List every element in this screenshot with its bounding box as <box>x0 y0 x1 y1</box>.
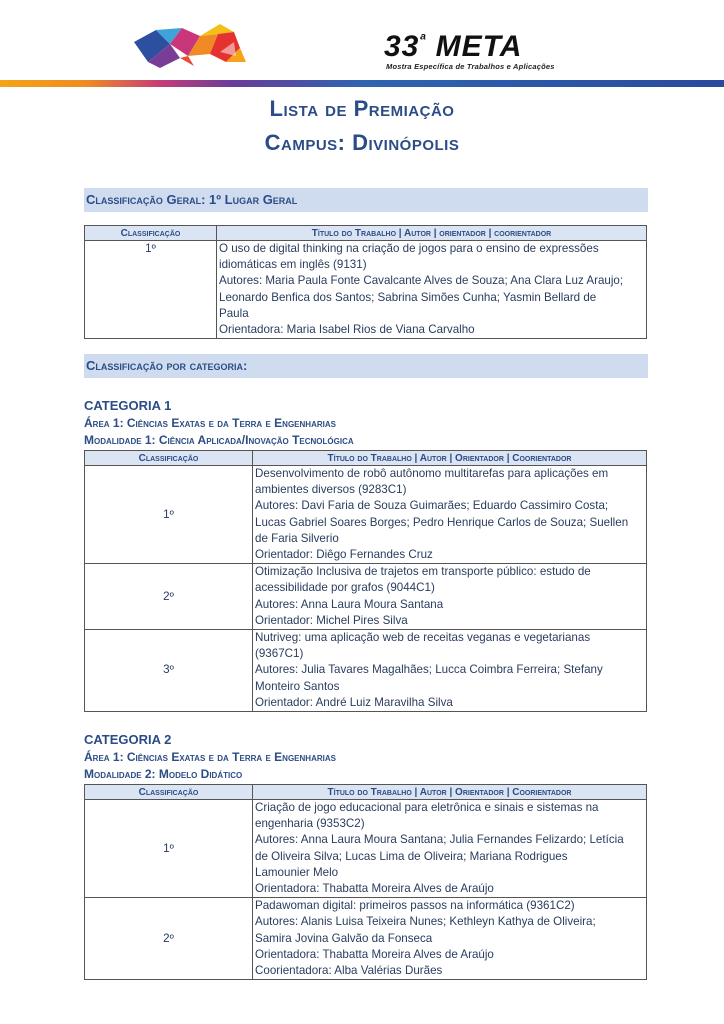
rank-cell: 2º <box>85 564 253 630</box>
general-table <box>84 225 647 339</box>
work-info-cell <box>253 630 647 712</box>
work-coadvisor: Coorientadora: Alba Valérias Durães <box>255 964 443 978</box>
area-heading: Área 1: Ciências Exatas e da Terra e Engenharias <box>84 416 336 430</box>
work-title: (9367C1) <box>255 647 304 661</box>
work-authors: Samira Jovina Galvão da Fonseca <box>255 931 433 945</box>
work-advisor: Orientador: Diêgo Fernandes Cruz <box>255 548 433 562</box>
column-header-rank: Classificação <box>85 226 217 241</box>
work-info-cell <box>253 564 647 630</box>
work-advisor: Orientadora: Maria Isabel Rios de Viana Carvalho <box>219 323 475 337</box>
column-header-info: Título do Trabalho | Autor | Orientador | Coorientador <box>253 785 647 800</box>
work-info-cell <box>253 466 647 564</box>
work-advisor: Orientador: Michel Pires Silva <box>255 613 408 627</box>
page-title: Lista de Premiação <box>269 96 455 121</box>
table-header-row <box>85 785 647 800</box>
rank-cell: 1º <box>85 466 253 564</box>
work-info-cell <box>253 800 647 898</box>
header-color-bar <box>0 80 724 87</box>
general-classification-banner: Classificação Geral: 1º Lugar Geral <box>84 188 648 212</box>
work-authors: Autores: Maria Paula Fonte Cavalcante Alves de Souza; Ana Clara Luz Araujo; <box>219 274 624 288</box>
event-title: $33^ª$ META <box>384 30 523 63</box>
modality-heading: Modalidade 1: Ciência Aplicada/Inovação Tecnológica <box>84 433 354 447</box>
work-title: ambientes diversos (9283C1) <box>255 483 407 497</box>
work-authors: de Faria Silverio <box>255 531 339 545</box>
category-heading: CATEGORIA 2 <box>84 732 172 747</box>
work-authors: Autores: Julia Tavares Magalhães; Lucca Coimbra Ferreira; Stefany <box>255 663 603 677</box>
rank-cell: 1º <box>85 241 217 339</box>
work-title: idiomáticas em inglês (9131) <box>219 258 367 272</box>
work-authors: Autores: Alanis Luisa Teixeira Nunes; Kethleyn Kathya de Oliveira; <box>255 915 596 929</box>
work-advisor: Orientadora: Thabatta Moreira Alves de Araújo <box>255 947 494 961</box>
work-title: Otimização Inclusiva de trajetos em transporte público: estudo de <box>255 565 591 579</box>
work-authors: Monteiro Santos <box>255 679 340 693</box>
work-title: O uso de digital thinking na criação de jogos para o ensino de expressões <box>219 242 599 255</box>
work-authors: Paula <box>219 306 249 320</box>
table-header-row <box>85 451 647 466</box>
table-row <box>85 466 647 564</box>
work-authors: de Oliveira Silva; Lucas Lima de Oliveira; Mariana Rodrigues <box>255 849 568 863</box>
event-subtitle: Mostra Específica de Trabalhos e Aplicações <box>386 62 555 71</box>
modality-heading: Modalidade 2: Modelo Didático <box>84 767 243 781</box>
work-title: acessibilidade por grafos (9044C1) <box>255 581 435 595</box>
work-info-cell <box>217 241 647 339</box>
work-authors: Autores: Anna Laura Moura Santana <box>255 597 444 611</box>
table-row <box>85 630 647 712</box>
column-header-info: Título do Trabalho | Autor | orientador | coorientador <box>217 226 647 241</box>
area-heading: Área 1: Ciências Exatas e da Terra e Engenharias <box>84 750 336 764</box>
work-title: Nutriveg: uma aplicação web de receitas veganas e vegetarianas <box>255 631 591 645</box>
work-authors: Lucas Gabriel Soares Borges; Pedro Henrique Carlos de Souza; Suellen <box>255 515 629 529</box>
campus-title: Campus: Divinópolis <box>264 130 460 155</box>
column-header-rank: Classificação <box>85 785 253 800</box>
work-authors: Autores: Davi Faria de Souza Guimarães; Eduardo Cassimiro Costa; <box>255 499 609 513</box>
table-header-row <box>85 226 647 241</box>
work-authors: Leonardo Benfica dos Santos; Sabrina Simões Cunha; Yasmin Bellard de <box>219 290 597 304</box>
rank-cell: 2º <box>85 898 253 980</box>
table-row <box>85 241 647 339</box>
work-title: Desenvolvimento de robô autônomo multitarefas para aplicações em <box>255 467 609 480</box>
table-row <box>85 898 647 980</box>
work-advisor: Orientador: André Luiz Maravilha Silva <box>255 695 453 709</box>
work-authors: Lamounier Melo <box>255 865 339 879</box>
category-heading: CATEGORIA 1 <box>84 398 172 413</box>
rank-cell: 3º <box>85 630 253 712</box>
table-row <box>85 800 647 898</box>
work-title: Padawoman digital: primeiros passos na informática (9361C2) <box>255 899 575 913</box>
category-classification-banner: Classificação por categoria: <box>84 354 648 378</box>
work-info-cell <box>253 898 647 980</box>
column-header-rank: Classificação <box>85 451 253 466</box>
work-advisor: Orientadora: Thabatta Moreira Alves de Araújo <box>255 882 494 896</box>
column-header-info: Título do Trabalho | Autor | Orientador | Coorientador <box>253 451 647 466</box>
work-title: Criação de jogo educacional para eletrônica e sinais e sistemas na <box>255 801 599 814</box>
table-row <box>85 564 647 630</box>
rank-cell: 1º <box>85 800 253 898</box>
event-logo-icon <box>130 22 248 70</box>
category-2-table <box>84 784 647 980</box>
work-authors: Autores: Anna Laura Moura Santana; Julia Fernandes Felizardo; Letícia <box>255 833 624 847</box>
category-1-table <box>84 450 647 712</box>
work-title: engenharia (9353C2) <box>255 817 365 831</box>
